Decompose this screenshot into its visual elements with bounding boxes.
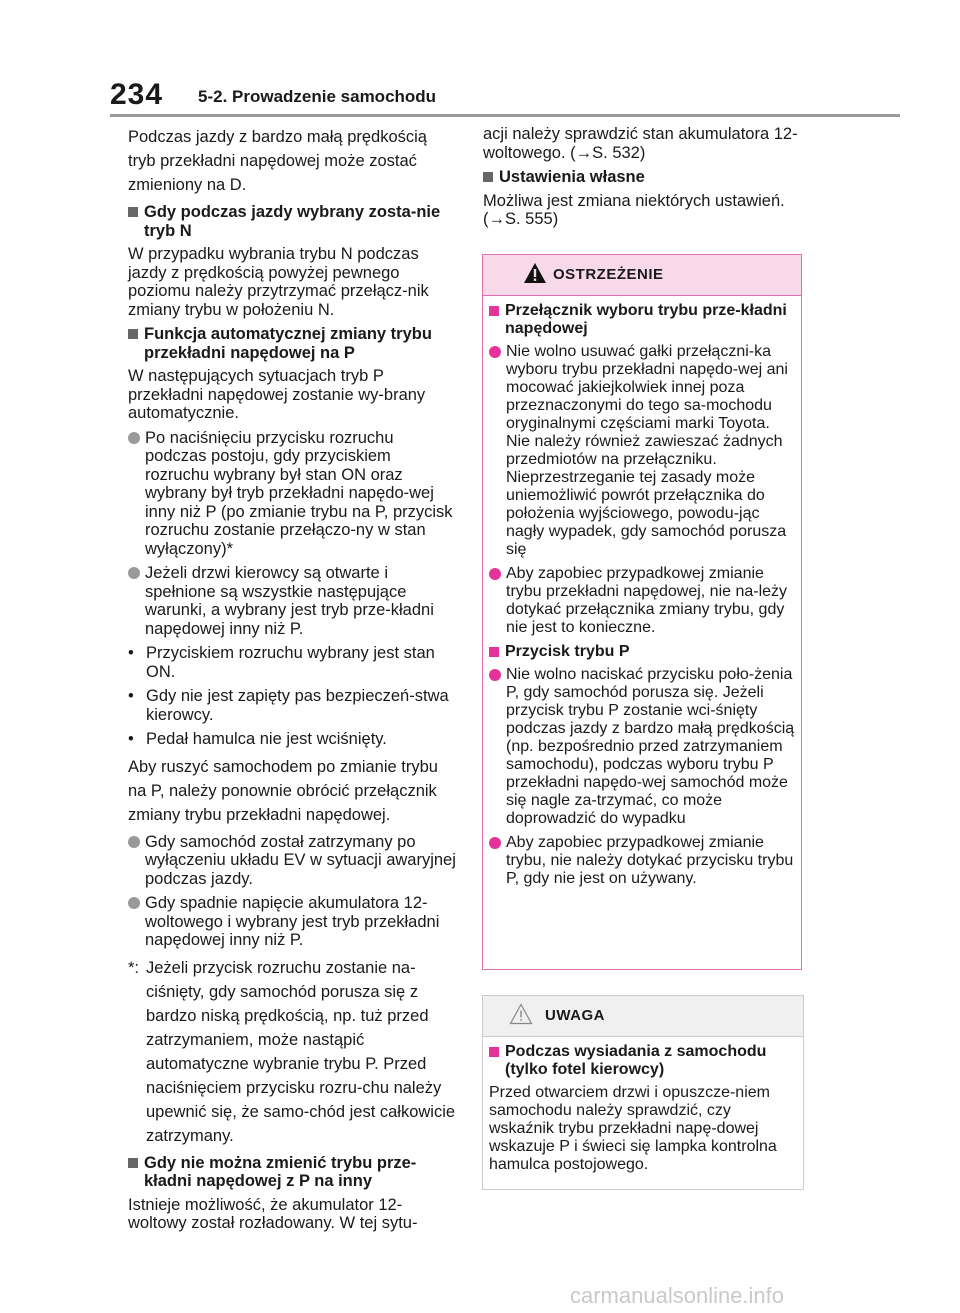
circle-bullet-icon: [128, 567, 140, 579]
heading-text: Gdy nie można zmienić trybu prze-kładni napędowej z P na inny: [144, 1153, 417, 1190]
circle-bullet-icon: [128, 432, 140, 444]
notice-body: [483, 1037, 803, 1174]
square-bullet-icon: [489, 647, 499, 657]
square-bullet-icon: [128, 329, 138, 339]
bullet-text-part: Nie wolno usuwać gałki przełączni-ka wyboru trybu przekładni napędo-wej ani mocować jakiejkolwiek innej poza przeznaczonymi do tego sa-mochodu oryginalnymi częściami marki Toyota. Nie należy również zawieszać żadnych przedmiotów na przełączniku.: [506, 343, 788, 468]
dash-item: [128, 730, 458, 749]
bullet-text: Gdy spadnie napięcie akumulatora 12-woltowego i wybrany jest tryb przekładni napędowej inny niż P.: [145, 894, 440, 949]
heading-text: Przycisk trybu P: [505, 643, 630, 660]
dash-bullet-icon: •: [128, 687, 134, 705]
warning-triangle-icon: [523, 262, 547, 284]
paragraph-text: acji należy sprawdzić stan akumulatora 12-woltowego.: [483, 125, 798, 162]
footnote-mark: *:: [128, 958, 140, 977]
square-bullet-icon: [489, 1047, 499, 1057]
heading-text: Ustawienia własne: [499, 168, 645, 186]
dash-item: [128, 644, 458, 681]
heading-text: Podczas wysiadania z samochodu (tylko fotel kierowcy): [505, 1043, 767, 1078]
paragraph: W przypadku wybrania trybu N podczas jazdy z prędkością powyżej pewnego poziomu należy przytrzymać przełącz-nik zmiany trybu w położeniu N.: [128, 245, 429, 319]
paragraph: Istnieje możliwość, że akumulator 12-woltowy został rozładowany. W tej sytu-: [128, 1195, 418, 1232]
bullet-text: Gdy nie jest zapięty pas bezpieczeń-stwa kierowcy.: [146, 687, 449, 724]
intro-paragraph: Podczas jazdy z bardzo małą prędkością tryb przekładni napędowej może zostać zmieniony na D.: [128, 128, 427, 194]
square-bullet-icon: [483, 172, 493, 182]
bullet-text: Pedał hamulca nie jest wciśnięty.: [146, 730, 387, 748]
notice-paragraph: Przed otwarciem drzwi i opuszcze-niem samochodu należy sprawdzić, czy wskaźnik trybu przekładni napę-dowej wskazuje P i świeci się lampka kontrolna hamulca postojowego.: [489, 1084, 777, 1173]
page-reference[interactable]: (→S. 555): [483, 210, 559, 228]
bullet-text: Aby zapobiec przypadkowej zmianie trybu przekładni napędowej, nie na-leży dotykać przełącznika zmiany trybu, gdy nie jest to konieczne.: [506, 565, 788, 636]
bullet-item: [128, 894, 458, 950]
notice-box: [482, 995, 804, 1190]
bullet-text: Jeżeli drzwi kierowcy są otwarte i spełnione są wszystkie następujące warunki, a wybrany jest tryb prze-kładni napędowej inny niż P.: [145, 564, 434, 638]
right-column: [483, 125, 803, 235]
warning-bullet: [489, 834, 795, 888]
paragraph-text: Możliwa jest zmiana niektórych ustawień.: [483, 191, 785, 210]
square-bullet-icon: [128, 1158, 138, 1168]
heading-text: Funkcja automatycznej zmiany trybu przekładni napędowej na P: [144, 325, 432, 362]
paragraph: [483, 192, 803, 229]
paragraph: W następujących sytuacjach tryb P przekładni napędowej zostanie wy-brany automatycznie.: [128, 367, 426, 422]
bullet-text: Nie wolno naciskać przycisku poło-żenia P, gdy samochód porusza się. Jeżeli przycisk trybu P zostanie wci-śnięty podczas jazdy z bardzo małą prędkością (np. bezpośrednio przed zatrzymaniem samochodu), podczas wyboru trybu P przekładni napędo-wej samochód może się nagle za-trzymać, co może doprowadzić do wypadku: [506, 666, 795, 827]
left-column: [128, 125, 458, 1239]
heading-auto-p: [128, 325, 458, 362]
watermark: carmanualsonline.info: [570, 1283, 785, 1308]
warning-heading: [489, 643, 795, 661]
footnote-text: Jeżeli przycisk rozruchu zostanie na-ciśnięty, gdy samochód porusza się z bardzo niską prędkością, np. tuż przed zatrzymaniem, może nastąpić automatyczne wybranie trybu P. Przed naciśnięciem przycisku rozru-chu należy upewnić się, że samo-chód jest całkowicie zatrzymany.: [146, 958, 456, 1145]
warning-heading: [489, 302, 795, 338]
warning-bullet: [489, 343, 795, 559]
notice-title-bar: [483, 996, 803, 1037]
caution-triangle-icon: [509, 1003, 533, 1025]
bullet-text-part: Nieprzestrzeganie tej zasady może uniemożliwić powrót przełącznika do położenia wyjściowego, powodu-jąc nagły wypadek, gdy samochód porusza się: [506, 469, 787, 558]
circle-bullet-icon: [489, 568, 501, 580]
bullet-text: Po naciśnięciu przycisku rozruchu podczas postoju, gdy przyciskiem rozruchu wybrany był stan ON oraz wybrany był tryb przekładni napędo-wej inny niż P (po zmianie trybu na P, przycisk rozruchu zostanie przełączo-ny w stan wyłączony)*: [145, 428, 453, 558]
square-bullet-icon: [128, 207, 138, 217]
heading-text: Gdy podczas jazdy wybrany zosta-nie tryb N: [144, 203, 441, 240]
dash-bullet-icon: •: [128, 730, 134, 748]
heading-custom-settings: [483, 168, 803, 187]
warning-box: [482, 254, 802, 970]
bullet-text: Przyciskiem rozruchu wybrany jest stan ON.: [146, 644, 435, 681]
page-header: [110, 78, 900, 110]
heading-text: Przełącznik wyboru trybu prze-kładni napędowej: [505, 302, 787, 337]
bullet-item: [128, 429, 458, 559]
section-title: 5-2. Prowadzenie samochodu: [198, 87, 437, 106]
bullet-text: Aby zapobiec przypadkowej zmianie trybu, nie należy dotykać przycisku trybu P, gdy nie jest on używany.: [506, 834, 794, 887]
circle-bullet-icon: [489, 837, 501, 849]
page-reference[interactable]: (→S. 532): [570, 143, 646, 162]
circle-bullet-icon: [128, 897, 140, 909]
notice-heading: [489, 1043, 797, 1079]
warning-title-bar: [483, 255, 801, 296]
dash-item: [128, 687, 458, 724]
notice-title: UWAGA: [545, 1007, 605, 1024]
warning-bullet: [489, 666, 795, 828]
page-number: 234: [110, 78, 164, 111]
heading-cannot-change: [128, 1154, 458, 1191]
bullet-text: [506, 343, 795, 559]
warning-title: OSTRZEŻENIE: [553, 266, 664, 283]
heading-n-mode: [128, 203, 458, 240]
header-divider: [110, 114, 900, 117]
paragraph: [483, 125, 803, 162]
warning-body: [483, 296, 801, 888]
bullet-text: Gdy samochód został zatrzymany po wyłączeniu układu EV w sytuacji awaryjnej podczas jazdy.: [145, 832, 456, 888]
dash-bullet-icon: •: [128, 644, 134, 662]
footnote: [128, 956, 458, 1148]
circle-bullet-icon: [128, 836, 140, 848]
warning-bullet: [489, 565, 795, 637]
circle-bullet-icon: [489, 346, 501, 358]
bullet-item: [128, 833, 458, 889]
bullet-item: [128, 564, 458, 638]
paragraph: Aby ruszyć samochodem po zmianie trybu na P, należy ponownie obrócić przełącznik zmiany trybu przekładni napędowej.: [128, 757, 438, 824]
square-bullet-icon: [489, 306, 499, 316]
circle-bullet-icon: [489, 669, 501, 681]
